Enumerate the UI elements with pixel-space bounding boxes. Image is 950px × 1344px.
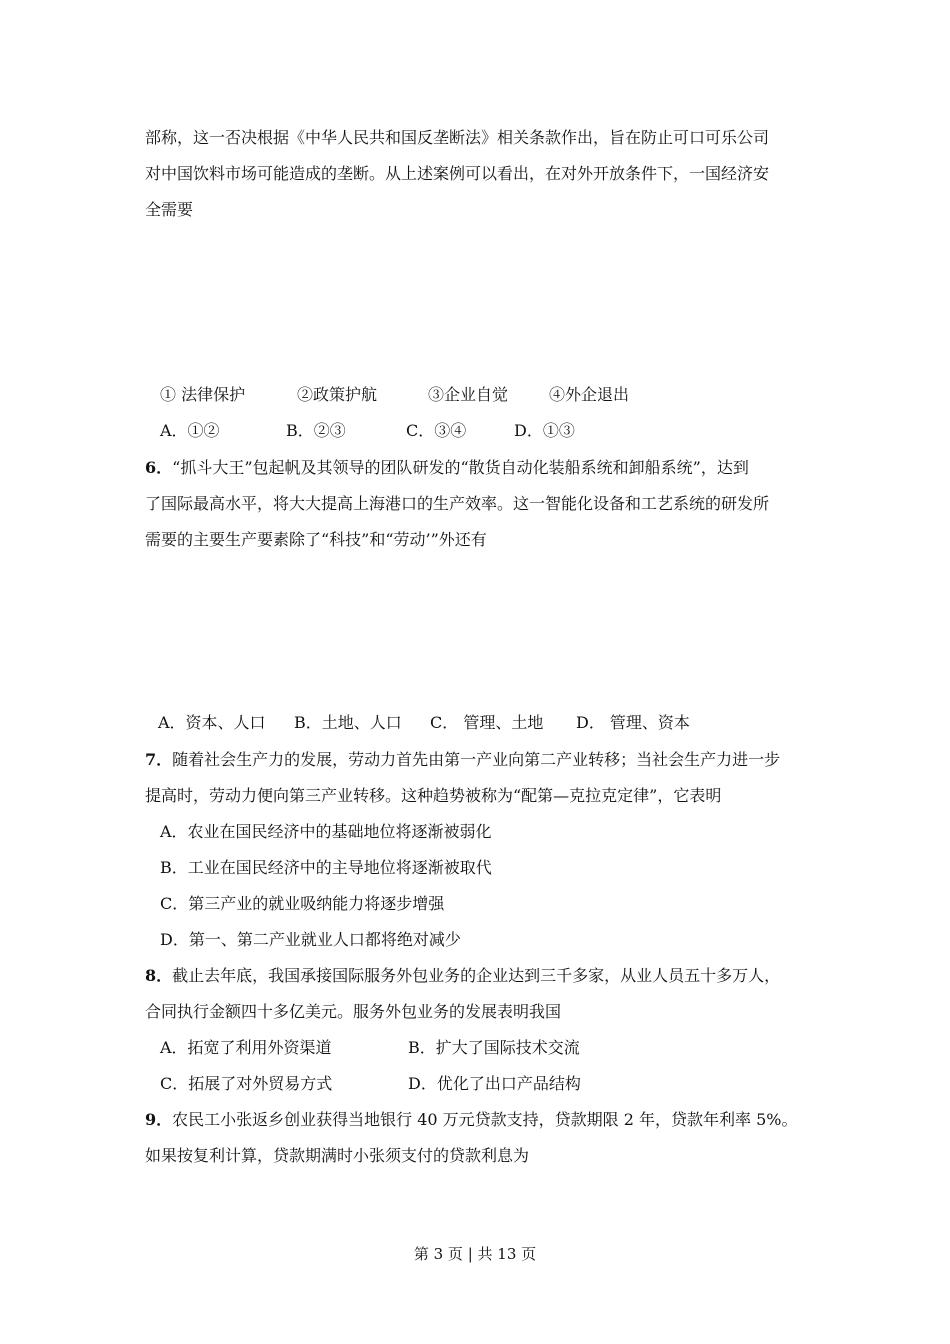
- intro-choice-2: ②政策护航: [297, 385, 378, 404]
- intro-option-a: A．①②: [160, 421, 220, 440]
- q6-line-3: 需要的主要生产要素除了“科技”和“劳动’”外还有: [145, 530, 487, 549]
- q6-option-c: C． 管理、土地: [430, 713, 544, 732]
- q6-line-2: 了国际最高水平，将大大提高上海港口的生产效率。这一智能化设备和工艺系统的研发所: [145, 494, 770, 513]
- q8-number: 8．: [145, 966, 173, 985]
- intro-option-b: B．②③: [286, 421, 346, 440]
- q6-option-b: B．土地、人口: [294, 713, 402, 732]
- q8-option-c: C．拓展了对外贸易方式: [160, 1074, 333, 1093]
- q8-option-d: D．优化了出口产品结构: [408, 1074, 581, 1093]
- q7-option-d: D．第一、第二产业就业人口都将绝对减少: [160, 930, 461, 949]
- q6-line-1: [145, 458, 749, 478]
- q8-text-1: 截止去年底，我国承接国际服务外包业务的企业达到三千多家，从业人员五十多万人，: [172, 966, 781, 985]
- q7-option-c: C．第三产业的就业吸纳能力将逐步增强: [160, 894, 445, 913]
- q9-text-1: 农民工小张返乡创业获得当地银行 40 万元贷款支持，贷款期限 2 年，贷款年利率 5%。: [172, 1110, 798, 1129]
- q7-line-1: [145, 750, 780, 770]
- q6-number: 6．: [145, 458, 173, 477]
- intro-choice-3: ③企业自觉: [428, 385, 509, 404]
- q6-option-d: D． 管理、资本: [576, 713, 690, 732]
- intro-line-3: 全需要: [145, 200, 194, 219]
- intro-choice-4: ④外企退出: [549, 385, 630, 404]
- intro-option-d: D．①③: [514, 421, 575, 440]
- q7-text-1: 随着社会生产力的发展，劳动力首先由第一产业向第二产业转移；当社会生产力进一步: [172, 750, 781, 769]
- q6-option-a: A．资本、人口: [158, 713, 266, 732]
- q8-option-a: A．拓宽了利用外资渠道: [160, 1038, 332, 1057]
- q7-number: 7．: [145, 750, 173, 769]
- q8-option-b: B．扩大了国际技术交流: [408, 1038, 580, 1057]
- q7-line-2: 提高时，劳动力便向第三产业转移。这种趋势被称为“配第—克拉克定律”，它表明: [145, 786, 722, 805]
- q9-number: 9．: [145, 1110, 173, 1129]
- q9-line-2: 如果按复利计算，贷款期满时小张须支付的贷款利息为: [145, 1146, 530, 1165]
- q6-text-1: “抓斗大王”包起帆及其领导的团队研发的“散货自动化装船系统和卸船系统”，达到: [172, 458, 749, 477]
- intro-line-2: 对中国饮料市场可能造成的垄断。从上述案例可以看出，在对外开放条件下，一国经济安: [145, 164, 770, 183]
- page-footer: 第 3 页 | 共 13 页: [413, 1245, 537, 1263]
- q7-option-a: A．农业在国民经济中的基础地位将逐渐被弱化: [160, 822, 492, 841]
- intro-choice-1: ① 法律保护: [160, 385, 246, 404]
- intro-line-1: 部称，这一否决根据《中华人民共和国反垄断法》相关条款作出，旨在防止可口可乐公司: [145, 128, 770, 147]
- q8-line-2: 合同执行金额四十多亿美元。服务外包业务的发展表明我国: [145, 1002, 562, 1021]
- intro-option-c: C．③④: [406, 421, 467, 440]
- q9-line-1: [145, 1110, 798, 1130]
- q8-line-1: [145, 966, 780, 986]
- q7-option-b: B．工业在国民经济中的主导地位将逐渐被取代: [160, 858, 492, 877]
